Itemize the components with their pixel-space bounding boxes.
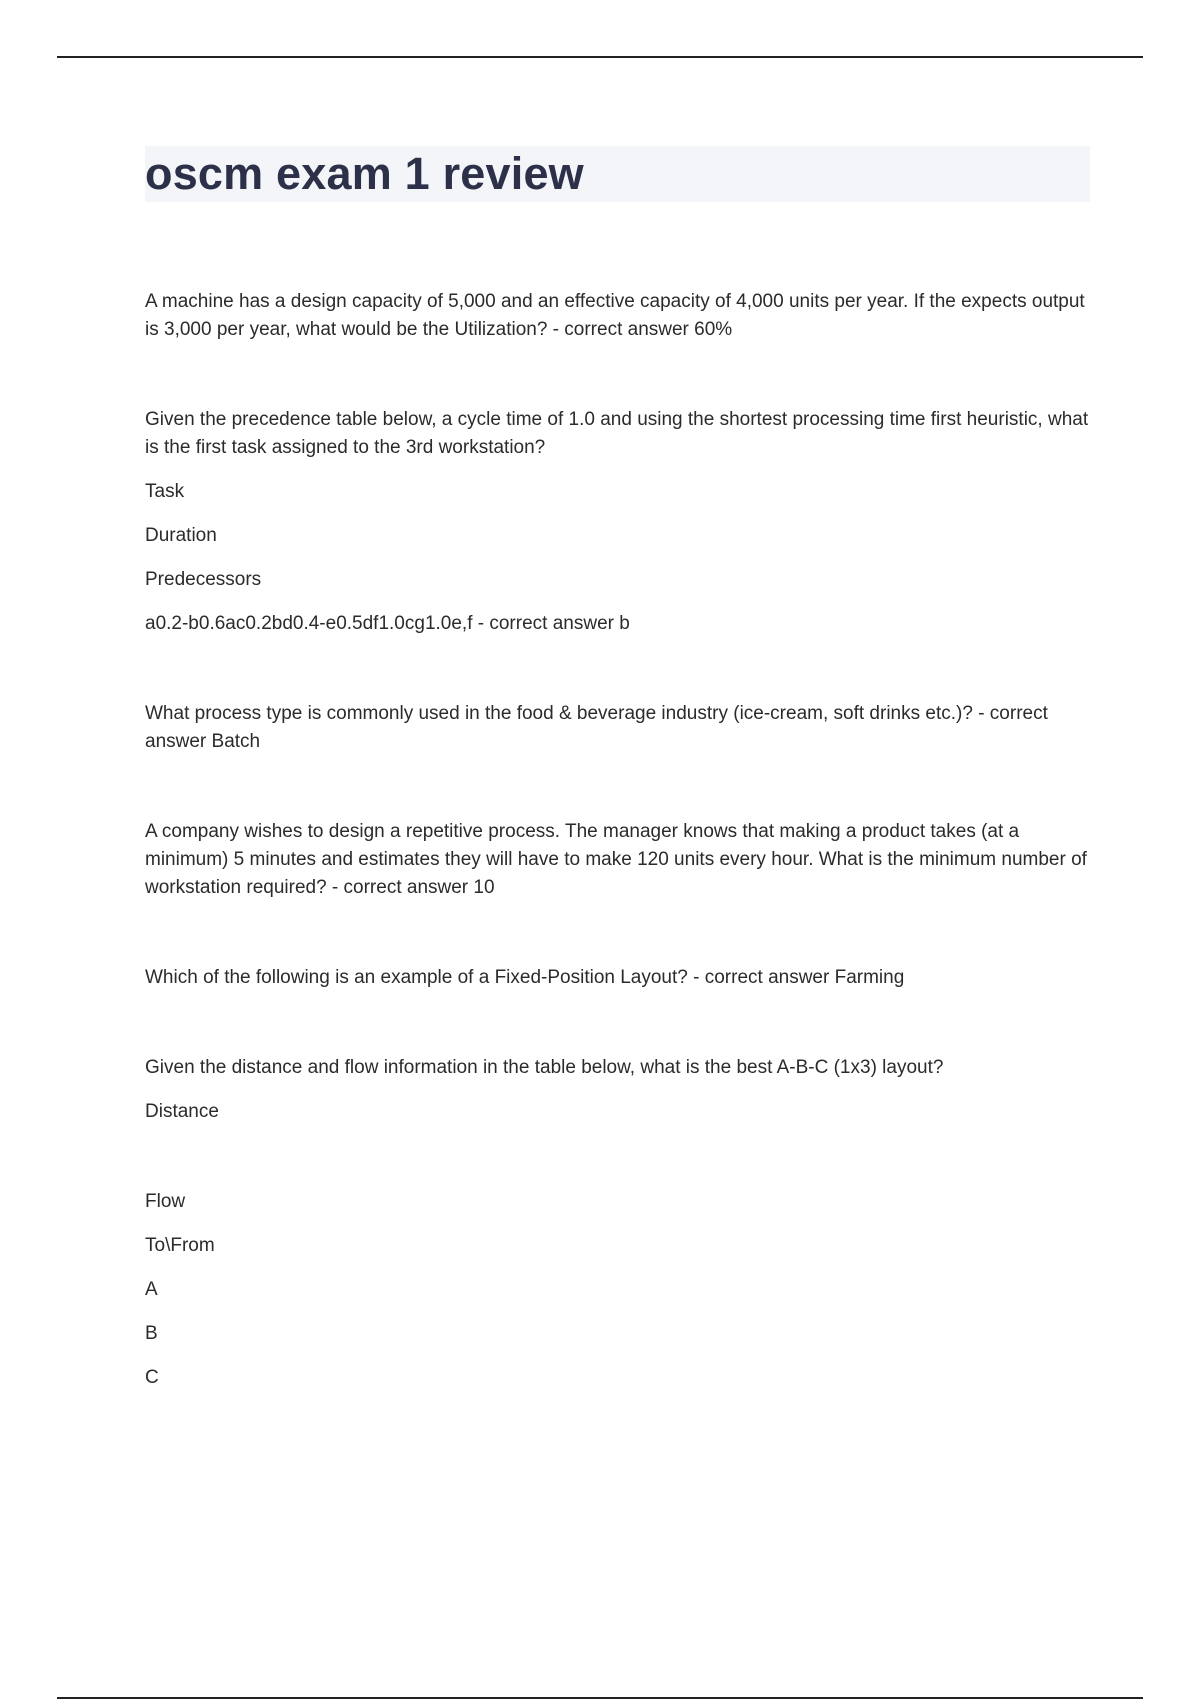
question-text: Which of the following is an example of a Fixed-Position Layout? - correct answer Farming <box>145 967 905 988</box>
qa-item-1 <box>145 288 1090 344</box>
table-row-b: B <box>145 1323 158 1344</box>
spacer <box>145 344 1090 406</box>
spacer <box>145 756 1090 818</box>
qa-item-4 <box>145 818 1090 902</box>
spacer <box>145 992 1090 1054</box>
question-text: Given the distance and flow information in the table below, what is the best A-B-C (1x3) layout? <box>145 1057 944 1078</box>
table-label-predecessors: Predecessors <box>145 569 262 590</box>
qa-item-3 <box>145 700 1090 756</box>
table-label-to-from: To\From <box>145 1235 215 1256</box>
spacer <box>145 638 1090 700</box>
question-text: Given the precedence table below, a cycle time of 1.0 and using the shortest processing time first heuristic, what is the first task assigned to the 3rd workstation? <box>145 409 1089 458</box>
bottom-rule <box>57 1697 1143 1699</box>
question-text: What process type is commonly used in the food & beverage industry (ice-cream, soft drinks etc.)? - correct answer Batch <box>145 703 1048 752</box>
question-text: A machine has a design capacity of 5,000 and an effective capacity of 4,000 units per year. If the expects output is 3,000 per year, what would be the Utilization? - correct answer 60% <box>145 291 1085 340</box>
table-data-answer: a0.2-b0.6ac0.2bd0.4-e0.5df1.0cg1.0e,f - correct answer b <box>145 613 630 634</box>
qa-item-5 <box>145 964 1090 992</box>
table-row-a: A <box>145 1279 158 1300</box>
qa-item-6 <box>145 1054 1090 1392</box>
table-label-distance: Distance <box>145 1101 219 1122</box>
question-text: A company wishes to design a repetitive process. The manager knows that making a product takes (at a minimum) 5 minutes and estimates they will have to make 120 units every hour. What is the minimum number of workstation required? - correct answer 10 <box>145 821 1087 898</box>
document-title: oscm exam 1 review <box>145 148 584 199</box>
table-label-task: Task <box>145 481 185 502</box>
table-label-flow: Flow <box>145 1191 186 1212</box>
document-body <box>145 288 1090 1392</box>
top-rule <box>57 56 1143 58</box>
table-row-c: C <box>145 1367 159 1388</box>
spacer <box>145 902 1090 964</box>
table-label-duration: Duration <box>145 525 217 546</box>
qa-item-2 <box>145 406 1090 638</box>
